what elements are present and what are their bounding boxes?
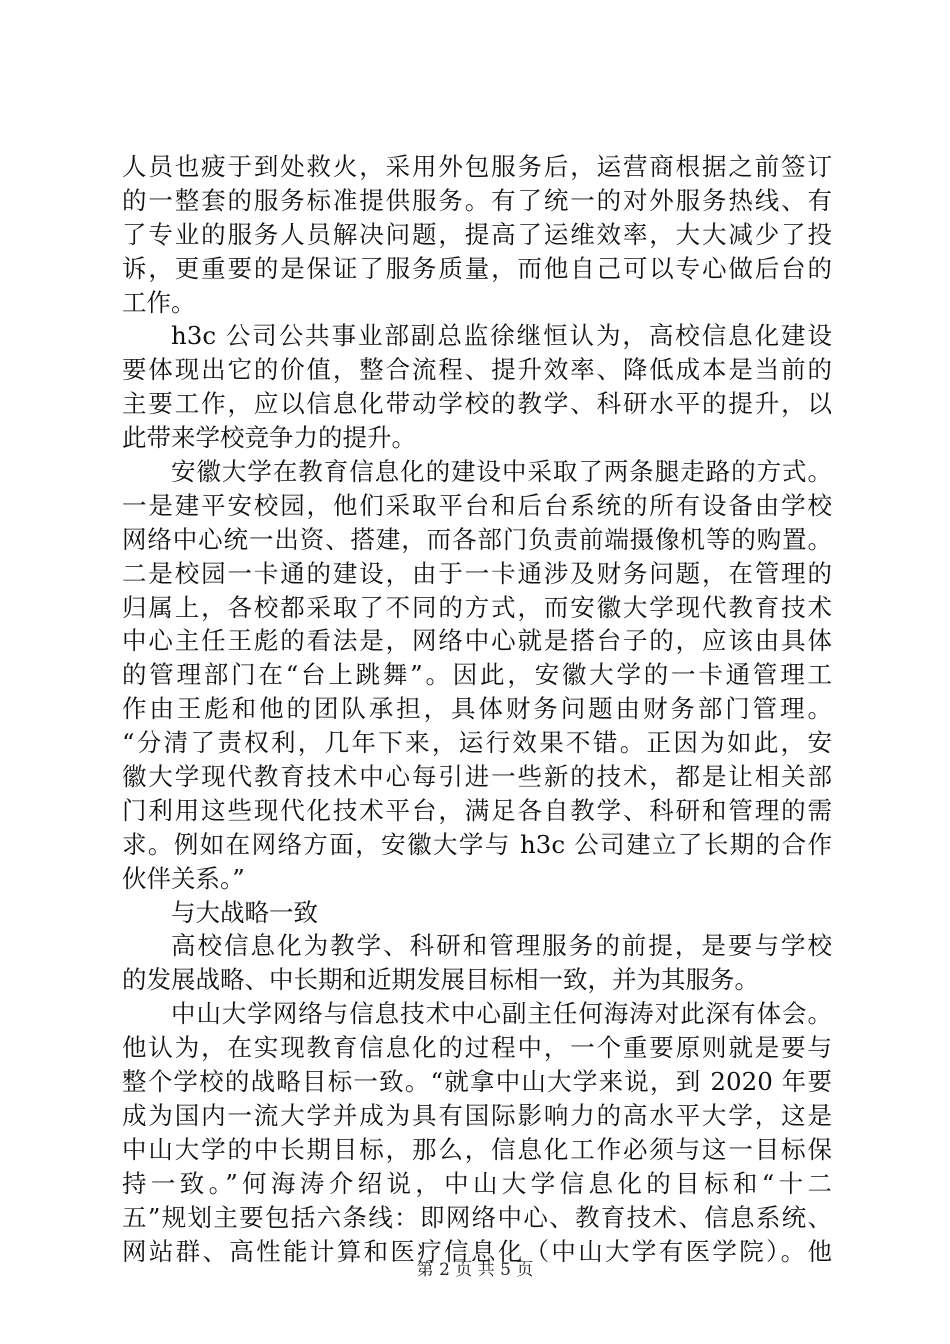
text-line: 一是建平安校园，他们采取平台和后台系统的所有设备由学校 (122, 490, 832, 520)
text-line: 作由王彪和他的团队承担，具体财务问题由财务部门管理。 (122, 694, 832, 724)
text-line: 徽大学现代教育技术中心每引进一些新的技术，都是让相关部 (122, 762, 832, 792)
text-line: 五”规划主要包括六条线：即网络中心、教育技术、信息系统、 (122, 1202, 832, 1232)
text-line: 整个学校的战略目标一致。“就拿中山大学来说，到 2020 年要 (122, 1067, 832, 1097)
text-line: h3c 公司公共事业部副总监徐继恒认为，高校信息化建设 (171, 321, 832, 351)
text-line: 安徽大学在教育信息化的建设中采取了两条腿走路的方式。 (171, 457, 832, 487)
text-line: 中山大学网络与信息技术中心副主任何海涛对此深有体会。 (171, 999, 832, 1029)
text-line: 主要工作，应以信息化带动学校的教学、科研水平的提升，以 (122, 389, 832, 419)
text-line: 的管理部门在“台上跳舞”。因此，安徽大学的一卡通管理工 (122, 660, 832, 690)
text-line: 人员也疲于到处救火，采用外包服务后，运营商根据之前签订 (122, 152, 832, 181)
text-line: 诉，更重要的是保证了服务质量，而他自己可以专心做后台的 (122, 253, 832, 283)
text-line: 中山大学的中长期目标，那么，信息化工作必须与这一目标保 (122, 1134, 832, 1164)
text-line: 他认为，在实现教育信息化的过程中，一个重要原则就是要与 (122, 1033, 832, 1063)
text-line: 中心主任王彪的看法是，网络中心就是搭台子的，应该由具体 (122, 626, 832, 656)
text-line: 成为国内一流大学并成为具有国际影响力的高水平大学，这是 (122, 1100, 832, 1130)
text-line: 网络中心统一出资、搭建，而各部门负责前端摄像机等的购置。 (122, 524, 832, 554)
text-line: 归属上，各校都采取了不同的方式，而安徽大学现代教育技术 (122, 592, 832, 622)
text-line: 持一致。”何海涛介绍说，中山大学信息化的目标和“十二 (122, 1168, 832, 1198)
text-line: 高校信息化为教学、科研和管理服务的前提，是要与学校 (171, 931, 832, 961)
text-line: 了专业的服务人员解决问题，提高了运维效率，大大减少了投 (122, 219, 832, 249)
text-line: 的发展战略、中长期和近期发展目标相一致，并为其服务。 (122, 965, 759, 995)
text-line: 的一整套的服务标准提供服务。有了统一的对外服务热线、有 (122, 185, 832, 215)
text-line: 二是校园一卡通的建设，由于一卡通涉及财务问题，在管理的 (122, 558, 832, 588)
document-body (122, 150, 832, 1268)
text-line: 伙伴关系。” (122, 863, 245, 893)
text-line: 求。例如在网络方面，安徽大学与 h3c 公司建立了长期的合作 (122, 829, 832, 859)
text-line: 网站群、高性能计算和医疗信息化（中山大学有医学院）。他 (122, 1236, 832, 1266)
text-line: 门利用这些现代化技术平台，满足各自教学、科研和管理的需 (122, 795, 832, 825)
text-line: 此带来学校竞争力的提升。 (122, 423, 416, 453)
text-line: 工作。 (122, 287, 196, 317)
text-line: 要体现出它的价值，整合流程、提升效率、降低成本是当前的 (122, 355, 832, 385)
text-line: “分清了责权利，几年下来，运行效果不错。正因为如此，安 (122, 728, 832, 758)
text-line: 与大战略一致 (171, 897, 318, 927)
page-footer: 第 2 页 共 5 页 (416, 1260, 534, 1280)
